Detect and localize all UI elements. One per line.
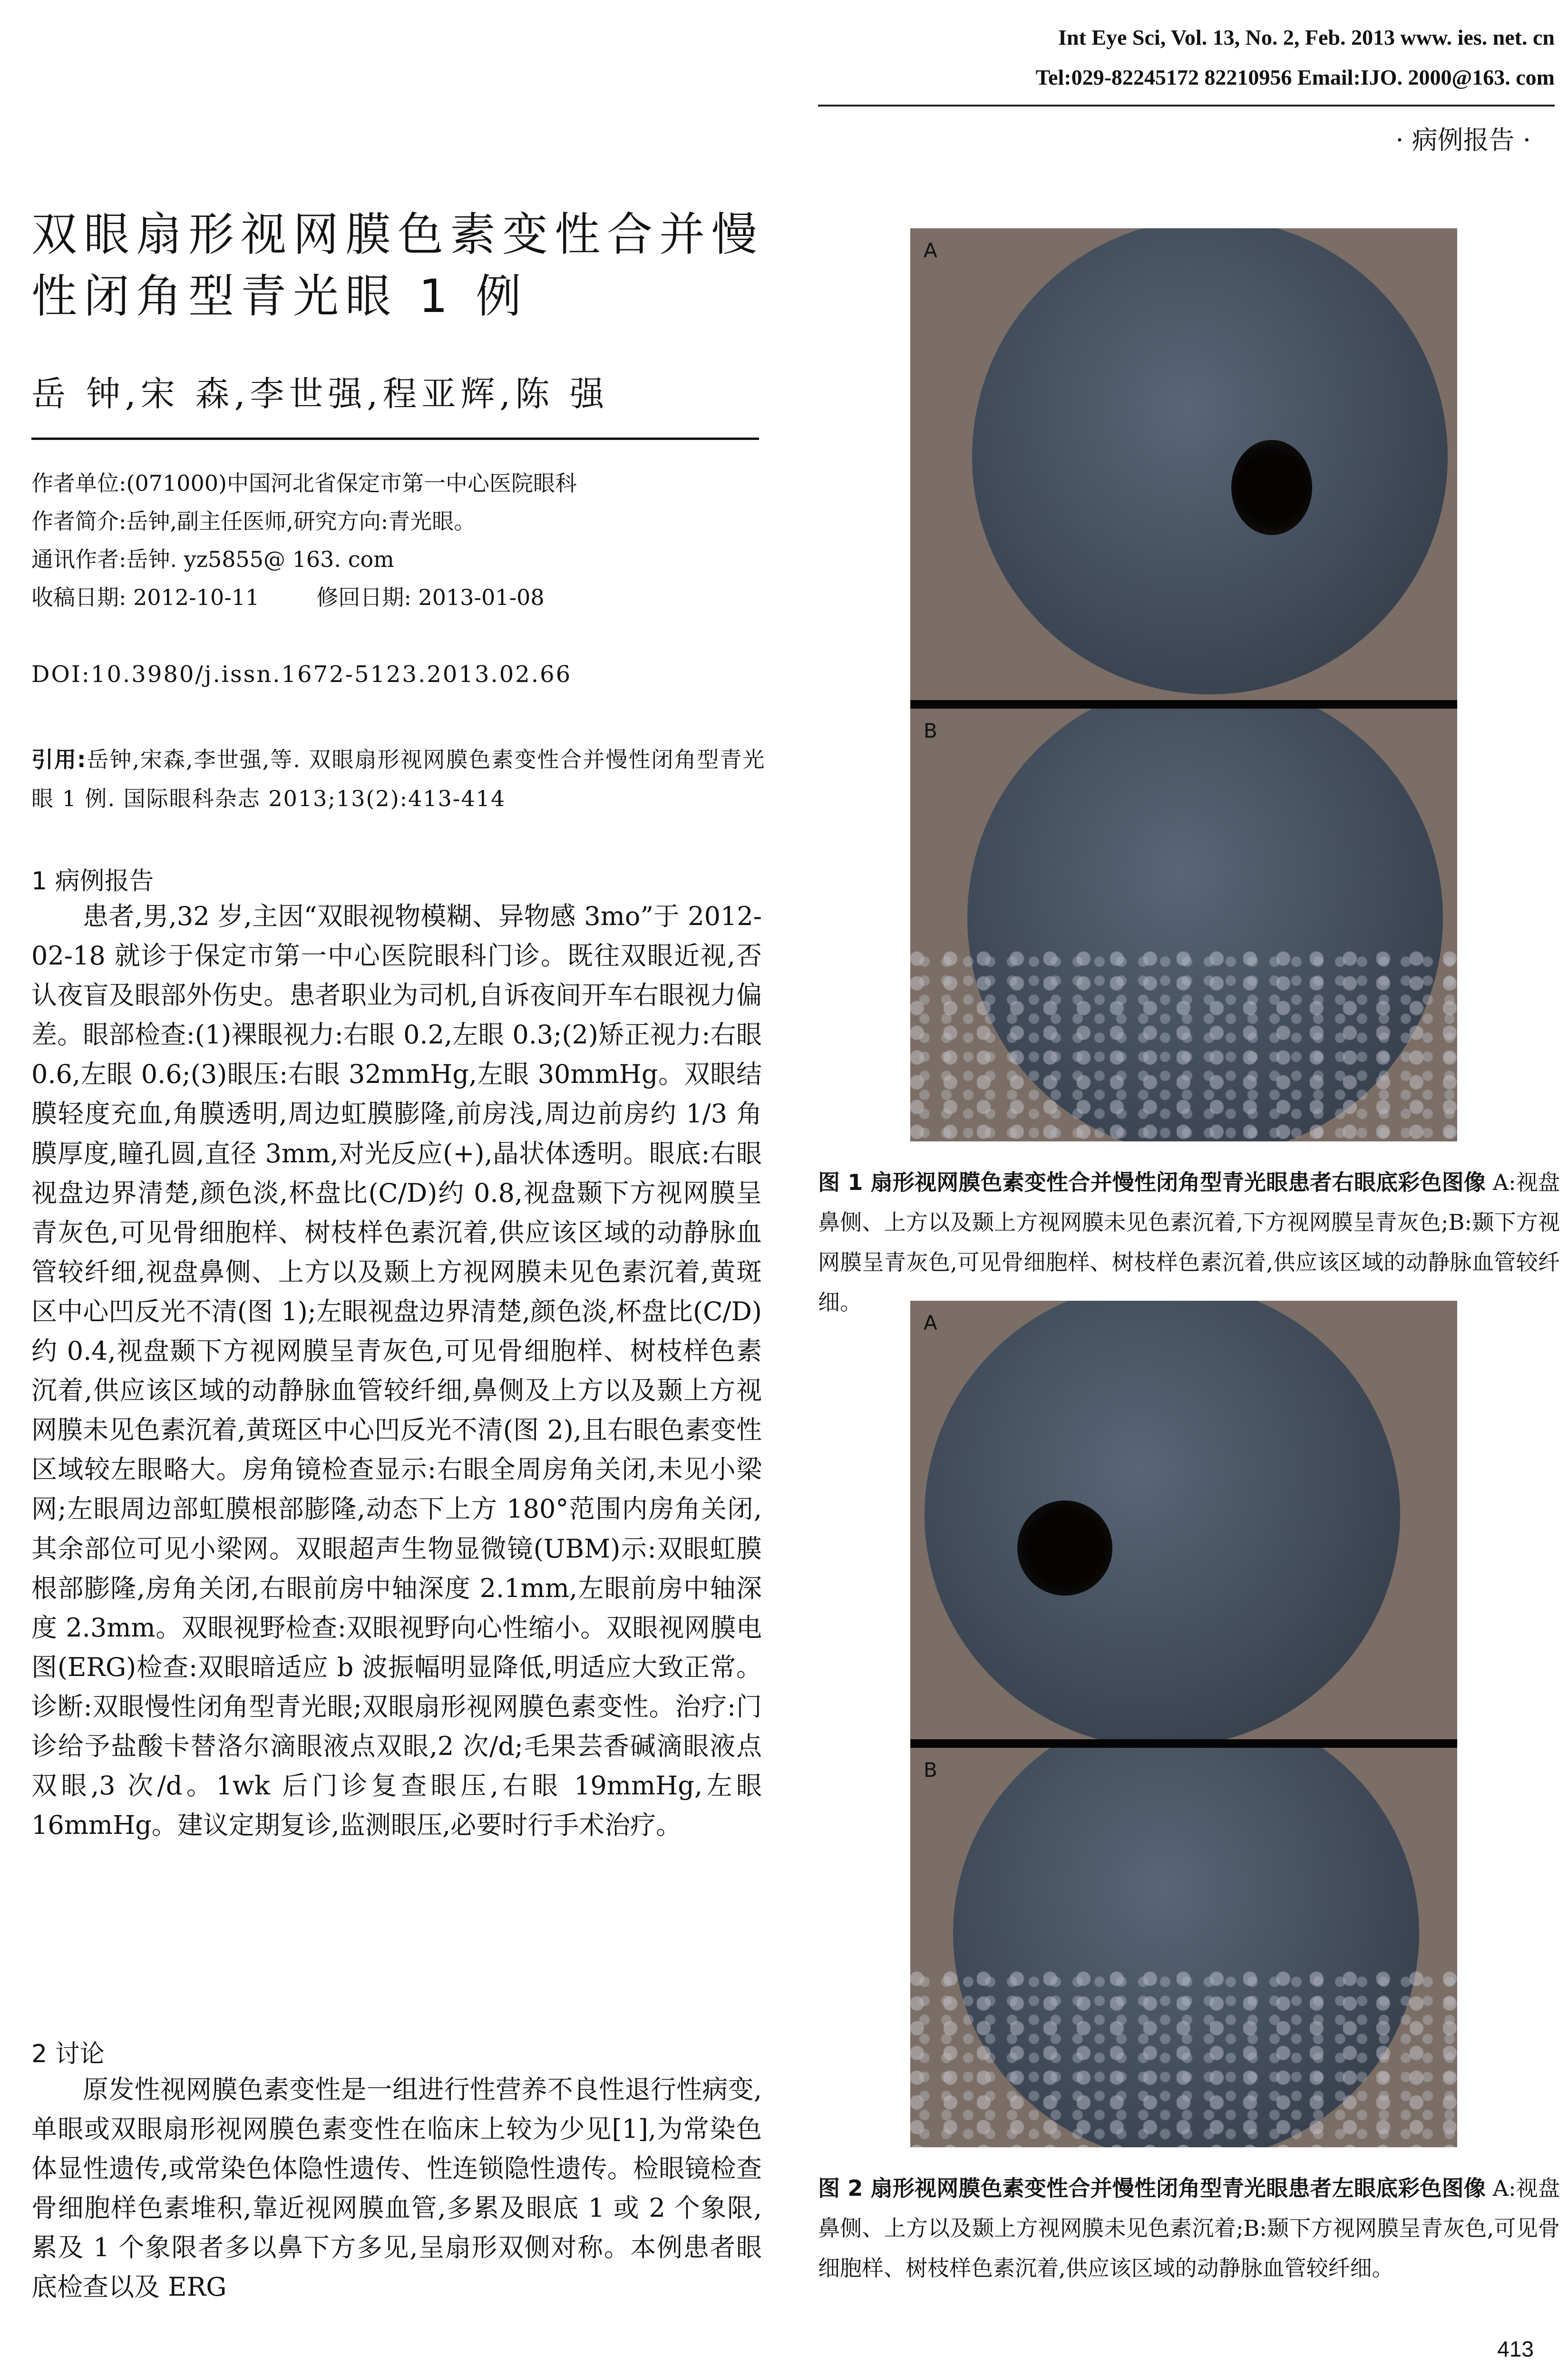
figure-1-caption [818,1162,1560,1322]
figure-2 [818,1301,1560,2288]
section-tag: · 病例报告 · [1395,125,1531,155]
revised-date: 修回日期: 2013-01-08 [316,585,545,610]
optic-disc [1017,1500,1112,1596]
section-heading-discussion: 2 讨论 [31,2040,105,2068]
case-report-paragraph: 患者,男,32 岁,主因“双眼视物模糊、异物感 3mo”于 2012-02-18 就诊于保定市第一中心医院眼科门诊。既往双眼近视,否认夜盲及眼部外伤史。患者职业为司机,自诉夜间开车右眼视力偏差。眼部检查:(1)裸眼视力:右眼 0.2,左眼 0.3;(2)矫正视力:右眼 0.6,左眼 0.6;(3)眼压:右眼 32mmHg,左眼 30mmHg。双眼结膜轻度充血,角膜透明,周边虹膜膨隆,前房浅,周边前房约 1/3 角膜厚度,瞳孔圆,直径 3mm,对光反应(+),晶状体透明。眼底:右眼视盘边界清楚,颜色淡,杯盘比(C/D)约 0.8,视盘颞下方视网膜呈青灰色,可见骨细胞样、树枝样色素沉着,供应该区域的动静脉血管较纤细,视盘鼻侧、上方以及颞上方视网膜未见色素沉着,黄斑区中心凹反光不清(图 1);左眼视盘边界清楚,颜色淡,杯盘比(C/D)约 0.4,视盘颞下方视网膜呈青灰色,可见骨细胞样、树枝样色素沉着,供应该区域的动静脉血管较纤细,鼻侧及上方以及颞上方视网膜未见色素沉着,黄斑区中心凹反光不清(图 2),且右眼色素变性区域较左眼略大。房角镜检查显示:右眼全周房角关闭,未见小梁网;左眼周边部虹膜根部膨隆,动态下上方 180°范围内房角关闭,其余部位可见小梁网。双眼超声生物显微镜(UBM)示:双眼虹膜根部膨隆,房角关闭,右眼前房中轴深度 2.1mm,左眼前房中轴深度 2.3mm。双眼视野检查:双眼视野向心性缩小。双眼视网膜电图(ERG)检查:双眼暗适应 b 波振幅明显降低,明适应大致正常。诊断:双眼慢性闭角型青光眼;双眼扇形视网膜色素变性。治疗:门诊给予盐酸卡替洛尔滴眼液点双眼,2 次/d;毛果芸香碱滴眼液点双眼,3 次/d。1wk 后门诊复查眼压,右眼 19mmHg,左眼 16mmHg。建议定期复诊,监测眼压,必要时行手术治疗。 [31,901,762,1841]
fundus-field [925,1301,1400,1739]
page-number: 413 [1497,2337,1534,2361]
header-rule [818,105,1555,107]
pigment-deposits [910,1971,1457,2147]
fundus-photo-1b [910,709,1457,1141]
discussion-paragraph: 原发性视网膜色素变性是一组进行性营养不良性退行性病变,单眼或双眼扇形视网膜色素变性在临床上较为少见[1],为常染色体显性遗传,或常染色体隐性遗传、性连锁隐性遗传。检眼镜检查骨细胞样色素堆积,靠近视网膜血管,多累及眼底 1 或 2 个象限,累及 1 个象限者多以鼻下方多见,呈扇形双侧对称。本例患者眼底检查以及 ERG [31,2075,762,2302]
doi: DOI:10.3980/j.issn.1672-5123.2013.02.66 [31,661,572,688]
citation-text: 岳钟,宋森,李世强,等. 双眼扇形视网膜色素变性合并慢性闭角型青光眼 1 例. 国际眼科杂志 2013;13(2):413-414 [31,747,766,811]
dates-row [31,580,545,612]
fundus-photo-2a [910,1301,1457,1739]
author-bio: 作者简介:岳钟,副主任医师,研究方向:青光眼。 [31,508,476,534]
journal-info-line: Int Eye Sci, Vol. 13, No. 2, Feb. 2013 www. ies. net. cn [1058,25,1555,49]
journal-contact-line: Tel:029-82245172 82210956 Email:IJO. 2000@163. com [1035,65,1555,89]
received-date: 收稿日期: 2012-10-11 [31,585,260,610]
corresponding-author: 通讯作者:岳钟. yz5855@ 163. com [31,546,394,572]
panel-label: A [924,239,937,262]
citation [31,740,773,818]
figure-2-caption [818,2168,1560,2288]
fundus-photo-2b [910,1748,1457,2147]
figure-1-caption-text: A:视盘鼻侧、上方以及颞上方视网膜未见色素沉着,下方视网膜呈青灰色;B:颞下方视网膜呈青灰色,可见骨细胞样、树枝样色素沉着,供应该区域的动静脉血管较纤细。 [818,1169,1560,1315]
figure-2-caption-label: 图 2 扇形视网膜色素变性合并慢性闭角型青光眼患者左眼底彩色图像 [818,2175,1486,2201]
figure-2-caption-text: A:视盘鼻侧、上方以及颞上方视网膜未见色素沉着;B:颞下方视网膜呈青灰色,可见骨细胞样、树枝样色素沉着,供应该区域的动静脉血管较纤细。 [818,2175,1560,2281]
panel-divider [910,1739,1457,1748]
citation-label: 引用: [31,747,87,772]
figure-1 [818,228,1560,1322]
title-rule [31,438,759,440]
author-list: 岳 钟,宋 森,李世强,程亚辉,陈 强 [31,374,609,414]
article-title: 双眼扇形视网膜色素变性合并慢性闭角型青光眼 1 例 [31,208,764,323]
panel-label: B [924,1758,937,1782]
fundus-field [972,228,1448,694]
panel-label: A [924,1311,937,1335]
fundus-photo-1a [910,228,1457,700]
section-heading-case-report: 1 病例报告 [31,867,154,896]
panel-divider [910,700,1457,709]
figure-1-caption-label: 图 1 扇形视网膜色素变性合并慢性闭角型青光眼患者右眼底彩色图像 [818,1169,1486,1195]
author-affiliation: 作者单位:(071000)中国河北省保定市第一中心医院眼科 [31,470,577,496]
pigment-deposits [910,951,1457,1141]
optic-disc [1231,440,1312,535]
panel-label: B [924,719,937,742]
